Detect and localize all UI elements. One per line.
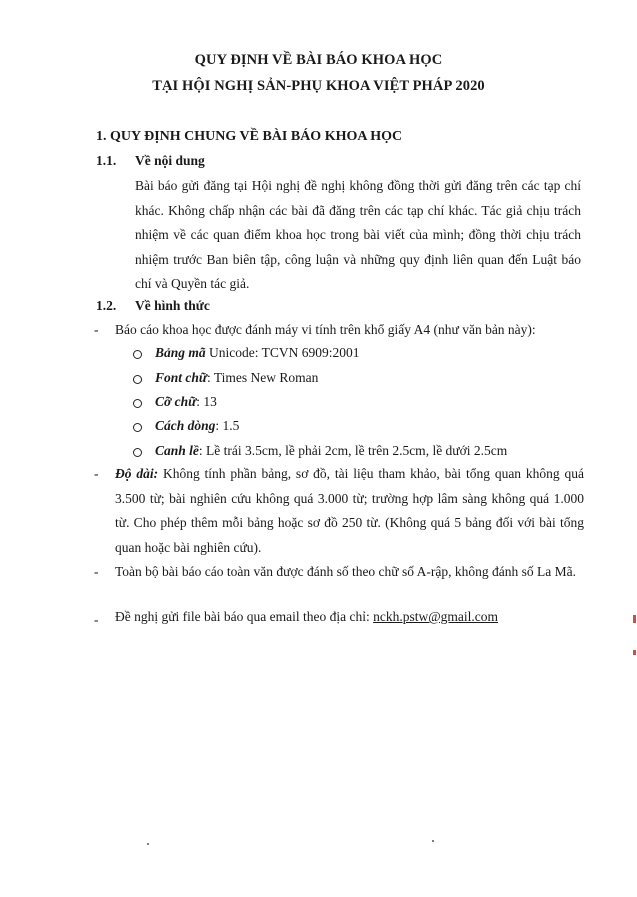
- document-title-line1: QUY ĐỊNH VỀ BÀI BÁO KHOA HỌC: [194, 52, 443, 68]
- email-link[interactable]: nckh.pstw@gmail.com: [373, 609, 499, 624]
- dash-bullet: -: [94, 612, 99, 627]
- scan-edge-mark: [633, 615, 636, 623]
- scan-speck: [432, 840, 434, 842]
- circle-bullet-icon: [133, 399, 142, 408]
- document-title-line2: TẠI HỘI NGHỊ SẢN-PHỤ KHOA VIỆT PHÁP 2020: [152, 78, 485, 94]
- dash-bullet: -: [94, 564, 99, 579]
- length-label: Độ dài:: [115, 466, 159, 481]
- spec-size: [155, 394, 217, 410]
- spec-size-value: : 13: [196, 394, 217, 409]
- section-1-2-number: 1.2.: [96, 298, 117, 313]
- spec-margins-label: Canh lề: [155, 443, 199, 458]
- spec-encoding-value: Unicode: TCVN 6909:2001: [205, 345, 360, 360]
- spec-font-label: Font chữ: [155, 370, 207, 385]
- spec-margins-value: : Lề trái 3.5cm, lề phải 2cm, lề trên 2.5cm, lề dưới 2.5cm: [198, 443, 508, 458]
- format-intro: Báo cáo khoa học được đánh máy vi tính trên khổ giấy A4 (như văn bản này):: [115, 322, 536, 337]
- circle-bullet-icon: [133, 350, 142, 359]
- circle-bullet-icon: [133, 375, 142, 384]
- spec-encoding: [155, 345, 360, 361]
- section-1-2-label: Về hình thức: [135, 298, 210, 313]
- spec-font-value: : Times New Roman: [206, 370, 319, 385]
- content-paragraph: Bài báo gửi đăng tại Hội nghị đề nghị không đồng thời gửi đăng trên các tạp chí khác. Không chấp nhận các bài đã đăng trên các tạp chí khác. Tác giả chịu trách nhiệm về các quan điểm khoa học trong bài viết của mình; đồng thời chịu trách nhiệm trước Ban biên tập, công luận và những quy định liên quan đến Luật báo chí và Quyền tác giả.: [135, 178, 581, 292]
- scan-edge-mark: [633, 650, 636, 655]
- spec-spacing: [155, 418, 239, 434]
- section-1-1-label: Về nội dung: [135, 153, 205, 168]
- numbering-paragraph: Toàn bộ bài báo cáo toàn văn được đánh số theo chữ số A-rập, không đánh số La Mã.: [115, 564, 576, 579]
- dash-bullet: -: [94, 466, 99, 481]
- scan-speck: [147, 843, 149, 845]
- circle-bullet-icon: [133, 423, 142, 432]
- spec-spacing-value: : 1.5: [215, 418, 240, 433]
- email-line: [115, 609, 498, 625]
- dash-bullet: -: [94, 322, 99, 337]
- email-prefix: Đề nghị gửi file bài báo qua email theo địa chỉ:: [115, 609, 374, 624]
- spec-font: [155, 370, 318, 386]
- spec-size-label: Cỡ chữ: [155, 394, 197, 409]
- length-paragraph: [115, 462, 584, 560]
- length-text: Không tính phần bảng, sơ đồ, tài liệu tham khảo, bài tổng quan không quá 3.500 từ; bài nghiên cứu không quá 3.000 từ; trường hợp lâm sàng không quá 1.000 từ. Cho phép thêm mỗi bảng hoặc sơ đồ 250 từ. (Không quá 5 bảng đối với bài tổng quan hoặc bài nghiên cứu).: [115, 466, 584, 555]
- spec-encoding-label: Bảng mã: [155, 345, 206, 360]
- section-1-1-number: 1.1.: [96, 153, 117, 168]
- section-1-heading: 1. QUY ĐỊNH CHUNG VỀ BÀI BÁO KHOA HỌC: [96, 129, 403, 144]
- spec-margins: [155, 443, 507, 459]
- circle-bullet-icon: [133, 448, 142, 457]
- spec-spacing-label: Cách dòng: [155, 418, 216, 433]
